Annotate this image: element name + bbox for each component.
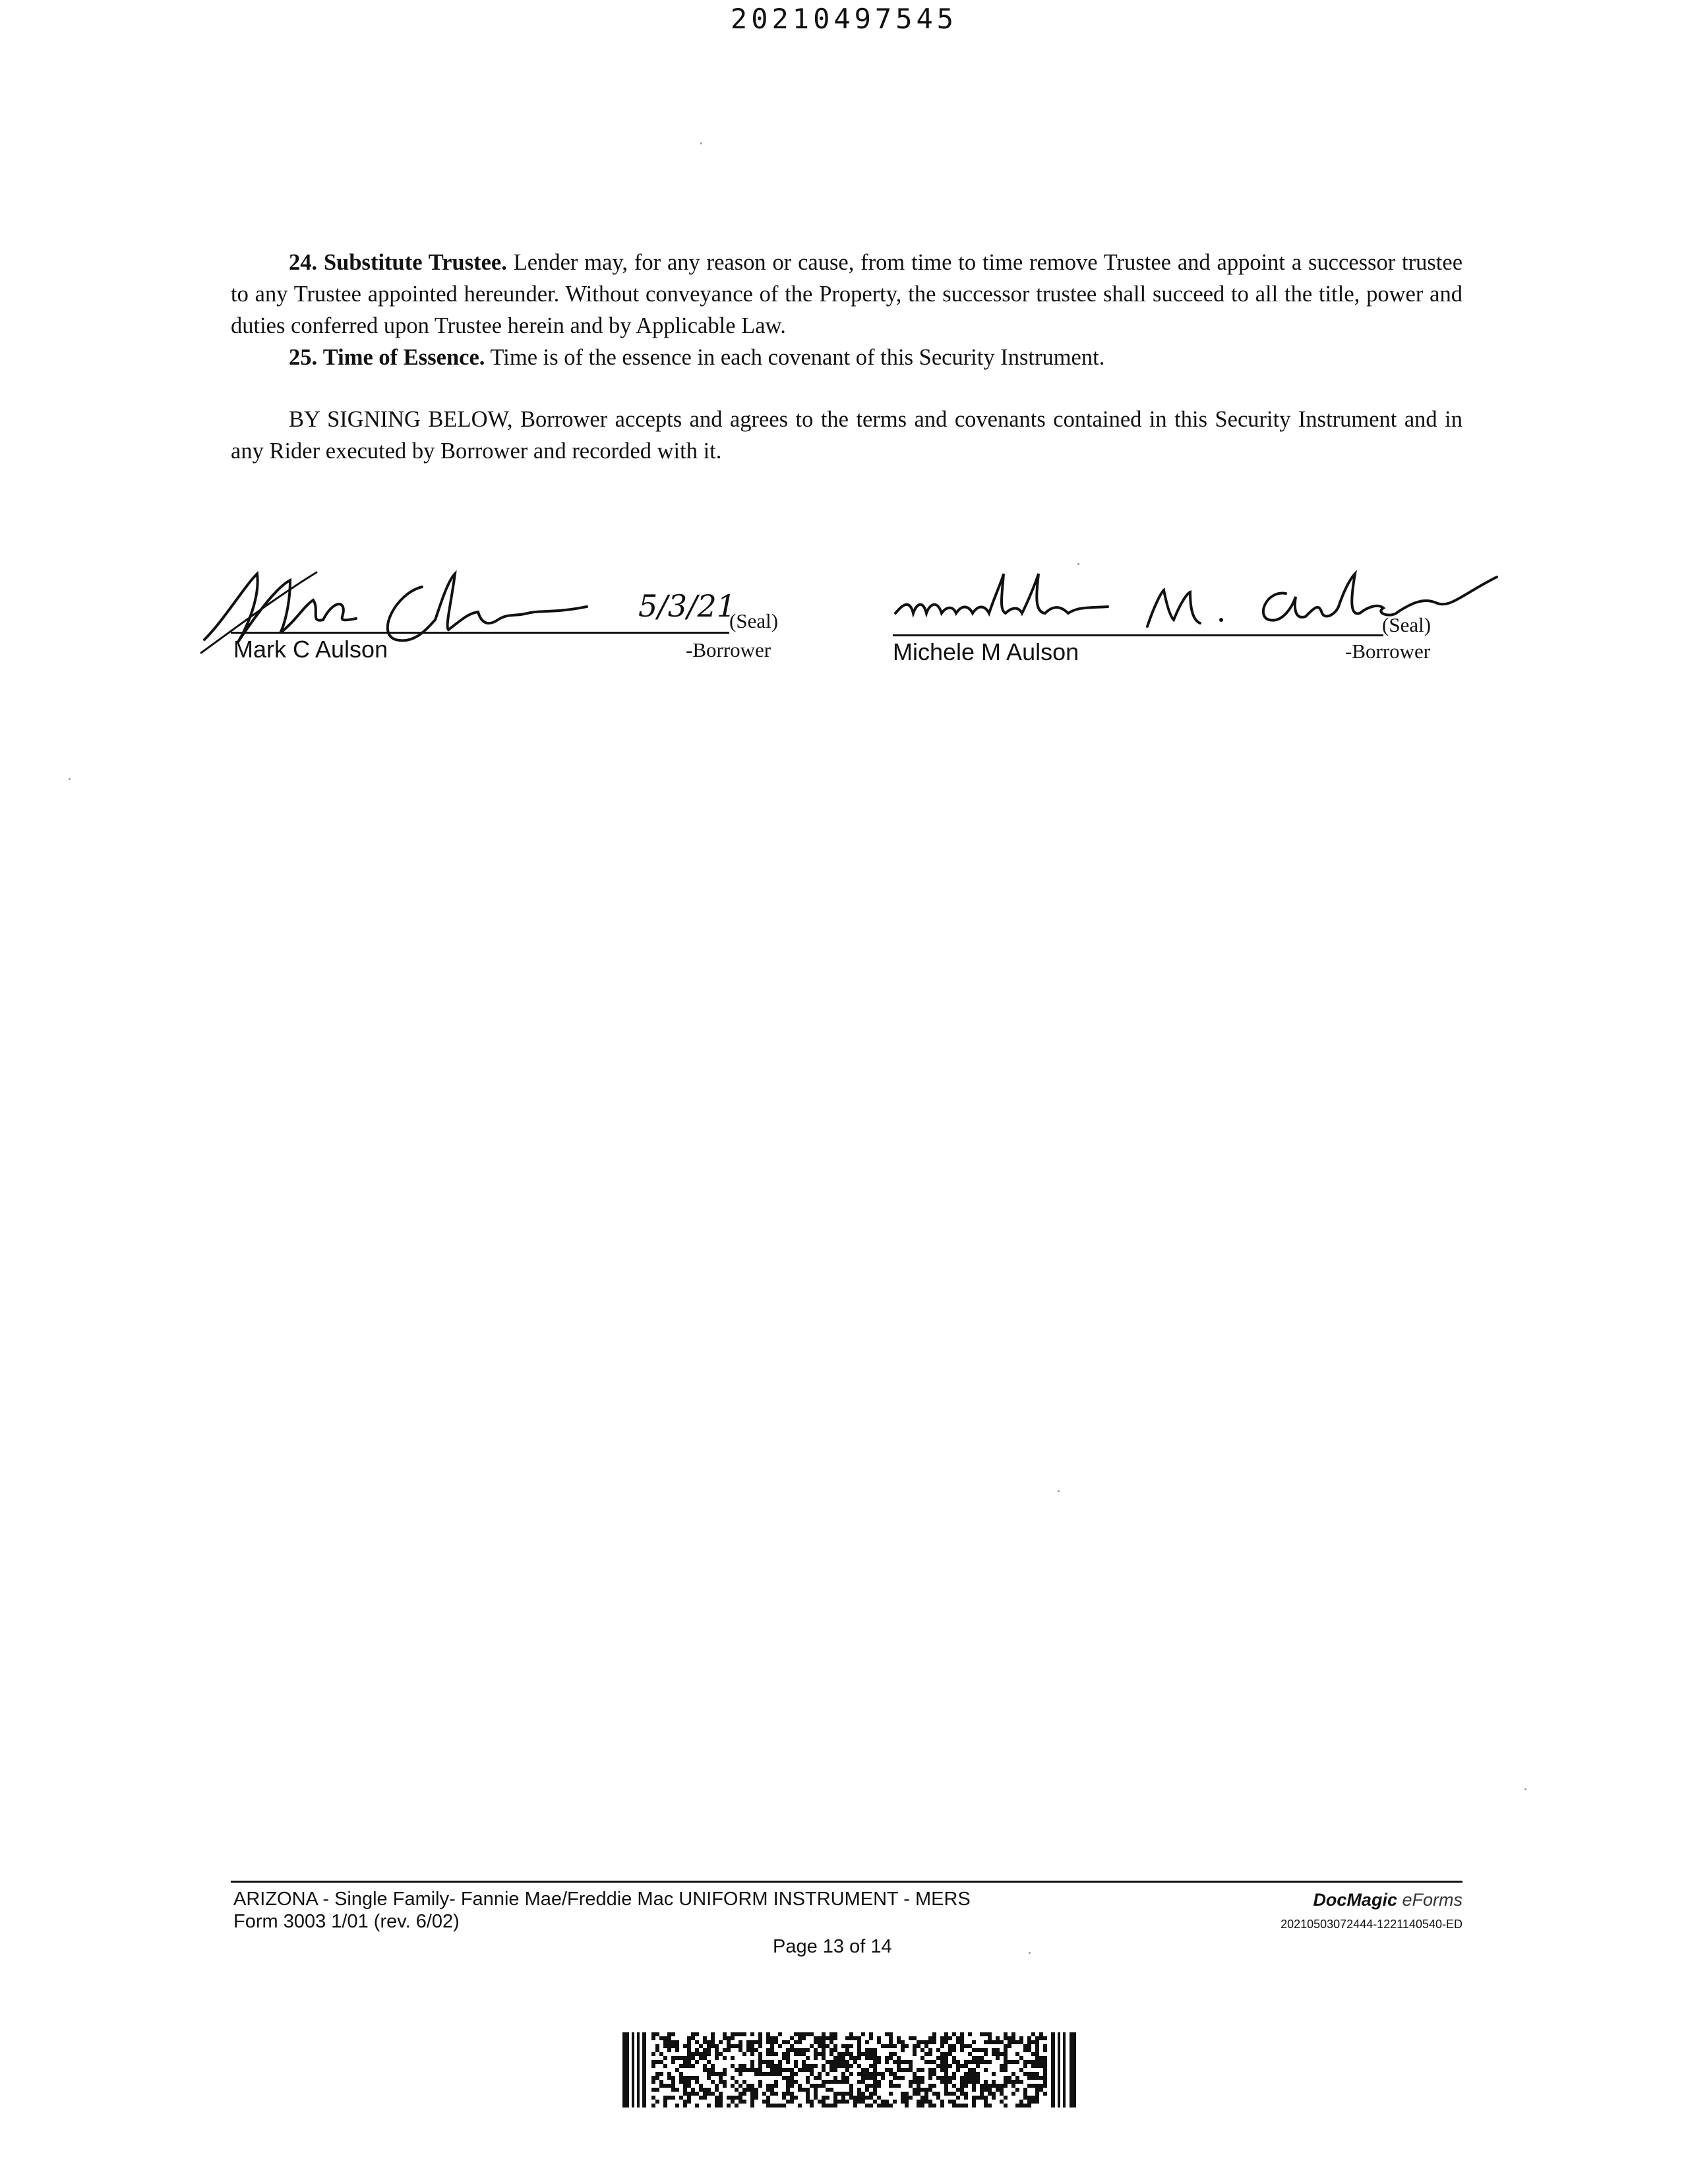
handwritten-date: 5/3/21 (638, 588, 737, 624)
signature-line (893, 634, 1383, 636)
form-title: ARIZONA - Single Family- Fannie Mae/Freddie Mac UNIFORM INSTRUMENT - MERS (233, 1889, 971, 1910)
signing-acknowledgment: BY SIGNING BELOW, Borrower accepts and agrees to the terms and covenants contained in this Security Instrument and in any Rider executed by Borrower and recorded with it. (231, 407, 1462, 464)
borrower-name: Mark C Aulson (233, 636, 388, 663)
seal-label: (Seal) (1382, 613, 1432, 636)
footer-divider (231, 1881, 1462, 1883)
section-title: Time of Essence. (322, 345, 485, 370)
signature-line (231, 632, 729, 634)
scan-speck (700, 142, 702, 144)
seal-label: (Seal) (729, 609, 779, 632)
borrower-role: -Borrower (686, 638, 771, 661)
borrower-name: Michele M Aulson (893, 638, 1079, 665)
scan-speck (1058, 1490, 1060, 1492)
section-text: Lender may, for any reason or cause, from time to time remove Trustee and appoint a successor trustee to any Trustee appointed hereunder. Without conveyance of the Property, the successor trustee shall succeed to all the title, power and duties conferred upon Trustee herein and by Applicable Law. (231, 250, 1463, 338)
borrower-role: -Borrower (1345, 640, 1431, 663)
form-number: Form 3003 1/01 (rev. 6/02) (233, 1911, 460, 1932)
section-text: Time is of the essence in each covenant of this Security Instrument. (490, 345, 1105, 370)
document-body (231, 247, 1462, 467)
scan-speck (1029, 1952, 1031, 1954)
section-number: 25. (289, 345, 318, 370)
scan-speck (69, 778, 71, 780)
section-number: 24. (289, 250, 318, 275)
barcode-image (622, 2032, 1076, 2108)
brand-suffix: eForms (1402, 1890, 1462, 1910)
brand-main: DocMagic (1313, 1890, 1397, 1910)
page-number: Page 13 of 14 (773, 1936, 892, 1957)
section-title: Substitute Trustee. (323, 250, 507, 275)
recording-number: 20210497545 (730, 3, 958, 35)
scan-speck (1077, 563, 1079, 565)
docmagic-logo (1313, 1890, 1462, 1910)
document-id: 20210503072444-1221140540-ED (1281, 1918, 1462, 1931)
section-24 (231, 247, 1462, 342)
scan-speck (1524, 1788, 1526, 1790)
section-25 (231, 342, 1462, 373)
